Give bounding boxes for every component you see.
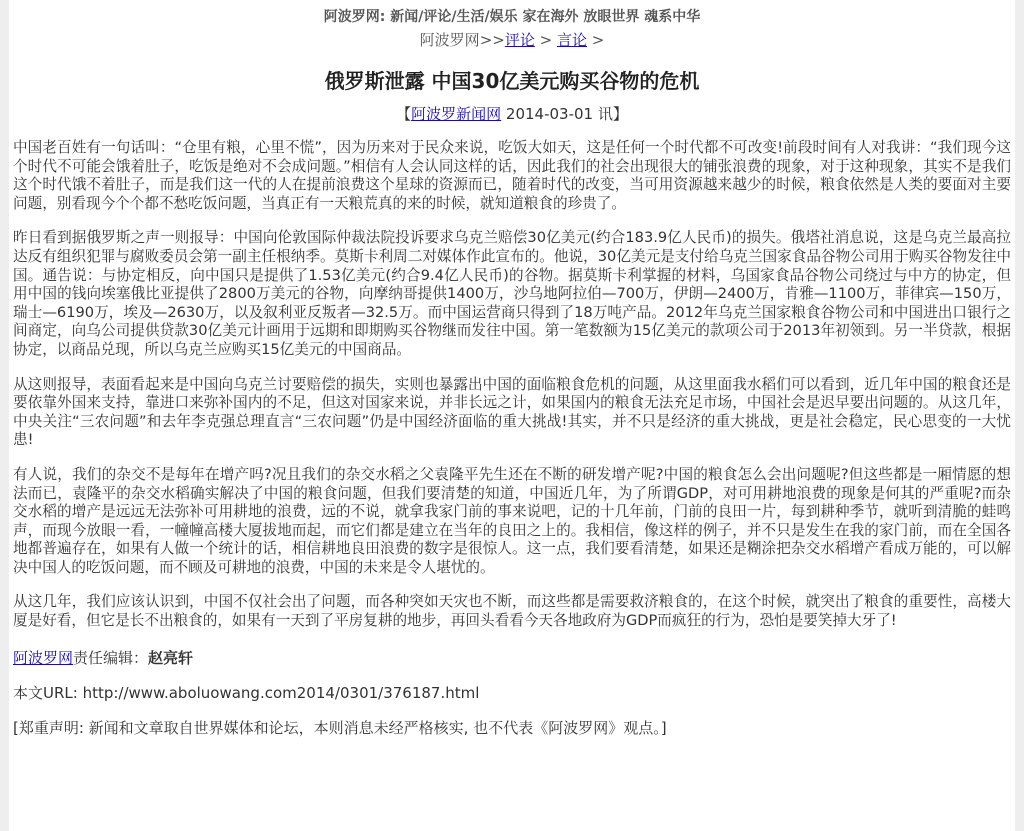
article-paragraph: 中国老百姓有一句话叫：“仓里有粮，心里不慌”，因为历来对于民众来说，吃饭大如天，这是任何一个时代都不可改变!前段时间有人对我讲：“我们现今这个时代不可能会饿着肚子，吃饭是绝对不会成问题。”相信有人会认同这样的话，因此我们的社会出现很大的铺张浪费的现象，对于这种现象，其实不是我们这个时代饿不着肚子，而是我们这一代的人在提前浪费这个星球的资源而已，随着时代的改变，当可用资源越来越少的时候，粮食依然是人类的要面对主要问题，别看现今个个都不愁吃饭问题，当真正有一天粮荒真的来的时候，就知道粮食的珍贵了。: [13, 139, 1011, 212]
editor-name: 赵亮轩: [148, 648, 194, 667]
breadcrumb-home: 阿波罗网: [419, 31, 480, 49]
article-body: [13, 139, 1011, 631]
article-paragraph: 昨日看到据俄罗斯之声一则报导：中国向伦敦国际仲裁法院投诉要求乌克兰赔偿30亿美元(约合183.9亿人民币)的损失。俄塔社消息说，这是乌克兰最高拉达反有组织犯罪与腐败委员会第一副主任根纳季。莫斯卡利周二对媒体作此宣布的。他说，30亿美元是支付给乌克兰国家食品谷物公司用于购买谷物发往中国。通告说：与协定相反，向中国只是提供了1.53亿美元(约合9.4亿人民币)的谷物。据莫斯卡利掌握的材料，乌国家食品谷物公司绕过与中方的协定，但用中国的钱向埃塞俄比亚提供了2800万美元的谷物，向摩纳哥提供1400万，沙乌地阿拉伯—700万，伊朗—2400万，肯雅—1100万，菲律宾—150万，瑞士—6190万，埃及—2630万，以及叙利亚反叛者—32.5万。而中国运营商只得到了18万吨产品。2012年乌克兰国家粮食谷物公司和中国进出口银行之间商定，向乌公司提供贷款30亿美元计画用于远期和即期购买谷物继而发往中国。第一笔数额为15亿美元的款项公司于2013年初领到。另一半贷款，根据协定，以商品兑现，所以乌克兰应购买15亿美元的中国商品。: [13, 229, 1011, 358]
breadcrumb-link-opinion[interactable]: 言论: [556, 31, 587, 49]
breadcrumb-separator: >: [534, 31, 557, 49]
editor-site-link[interactable]: 阿波罗网: [13, 648, 74, 667]
site-tagline: 阿波罗网: 新闻/评论/生活/娱乐 家在海外 放眼世界 魂系中华: [323, 9, 701, 25]
byline-date: 2014-03-01 讯】: [501, 105, 628, 123]
breadcrumb-separator: >>: [479, 31, 505, 49]
editor-line: [13, 648, 1011, 668]
article-title: 俄罗斯泄露 中国30亿美元购买谷物的危机: [324, 69, 700, 93]
article-paragraph: 从这几年，我们应该认识到，中国不仅社会出了问题，而各种突如天灾也不断，而这些都是需要救济粮食的，在这个时候，就突出了粮食的重要性，高楼大厦是好看，但它是长不出粮食的，如果有一天到了平房复耕的地步，再回头看看今天各地政府为GDP而疯狂的行为，恐怕是要笑掉大牙了!: [13, 593, 1011, 630]
byline-source-link[interactable]: 阿波罗新闻网: [411, 105, 502, 123]
article-byline: [13, 104, 1011, 124]
page-container: [9, 0, 1015, 831]
article-paragraph: 从这则报导，表面看起来是中国向乌克兰讨要赔偿的损失，实则也暴露出中国的面临粮食危机的问题，从这里面我水稻们可以看到，近几年中国的粮食还是要依靠外国来支持，靠进口来弥补国内的不足，但这对国家来说，并非长远之计，如果国内的粮食无法充足市场，中国社会是迟早要出问题的。从这几年，中央关注“三农问题”和去年李克强总理直言“三农问题”仍是中国经济面临的重大挑战!其实，并不只是经济的重大挑战，更是社会稳定，民心思变的一大忧患!: [13, 375, 1011, 449]
breadcrumb: [13, 30, 1011, 50]
article-url: 本文URL: http://www.aboluowang.com2014/0301/376187.html: [13, 683, 480, 702]
breadcrumb-link-comment[interactable]: 评论: [504, 31, 535, 49]
disclaimer: [郑重声明: 新闻和文章取自世界媒体和论坛，本则消息未经严格核实, 也不代表《阿波罗网》观点。]: [13, 718, 667, 737]
byline-open-bracket: 【: [396, 105, 412, 123]
article-paragraph: 有人说，我们的杂交不是每年在增产吗?况且我们的杂交水稻之父袁隆平先生还在不断的研发增产呢?中国的粮食怎么会出问题呢?但这些都是一厢情愿的想法而已，袁隆平的杂交水稻确实解决了中国的粮食问题，但我们要清楚的知道，中国近几年，为了所谓GDP，对可用耕地浪费的现象是何其的严重呢?而杂交水稻的增产是远远无法弥补可用耕地的浪费，远的不说，就拿我家门前的事来说吧，记的十几年前，门前的良田一片，每到耕种季节，就听到清脆的蛙鸣声，而现今放眼一看，一幢幢高楼大厦拔地而起，而它们都是建立在当年的良田之上的。我相信，像这样的例子，并不只是发生在我的家门前，而在全国各地都普遍存在，如果有人做一个统计的话，相信耕地良田浪费的数字是很惊人。这一点，我们要看清楚，如果还是糊涂把杂交水稻增产看成万能的，可以解决中国人的吃饭问题，而不顾及可耕地的浪费，中国的未来是令人堪忧的。: [13, 465, 1011, 576]
breadcrumb-separator: >: [586, 31, 605, 49]
editor-label: 责任编辑：: [73, 648, 149, 667]
